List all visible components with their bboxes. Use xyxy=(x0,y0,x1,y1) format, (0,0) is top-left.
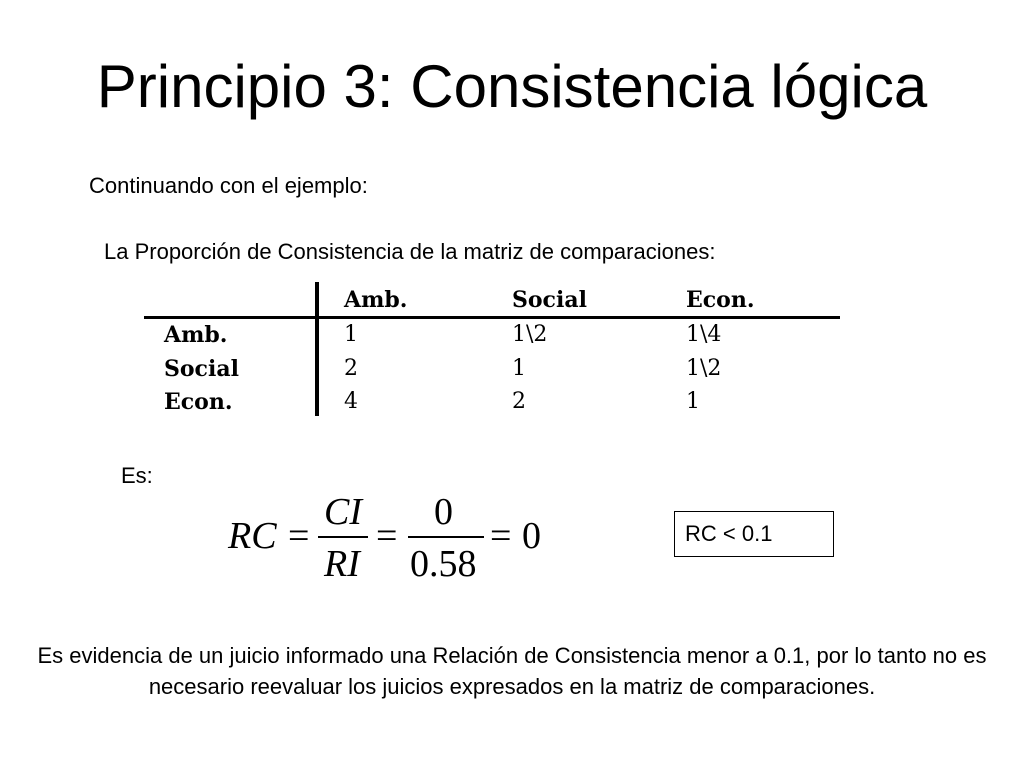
matrix-col-header: Amb. xyxy=(344,287,408,313)
slide-title: Principio 3: Consistencia lógica xyxy=(96,53,928,120)
formula-lhs: RC xyxy=(228,515,277,557)
matrix-row-label: Econ. xyxy=(164,389,233,415)
formula-numerator-ci: CI xyxy=(324,491,362,533)
matrix-cell: 4 xyxy=(344,389,358,414)
matrix-cell: 1 xyxy=(512,356,526,381)
comparison-matrix xyxy=(144,282,840,416)
matrix-row-label: Amb. xyxy=(164,322,228,348)
formula-equals: = xyxy=(490,515,512,557)
matrix-cell: 1 xyxy=(344,322,358,347)
matrix-cell: 1 xyxy=(686,389,700,414)
formula-equals: = xyxy=(376,515,398,557)
formula-numerator-zero: 0 xyxy=(434,491,453,533)
matrix-col-header: Econ. xyxy=(686,287,755,313)
matrix-row-label: Social xyxy=(164,356,239,382)
matrix-cell: 2 xyxy=(512,389,526,414)
matrix-cell: 1\2 xyxy=(686,356,722,381)
matrix-caption: La Proporción de Consistencia de la matriz de comparaciones: xyxy=(104,239,716,264)
matrix-cell: 1\4 xyxy=(686,322,722,347)
fraction-bar xyxy=(408,536,484,538)
fraction-bar xyxy=(318,536,368,538)
formula-denominator-ri: RI xyxy=(324,543,360,585)
intro-text: Continuando con el ejemplo: xyxy=(89,173,368,198)
matrix-header-rule xyxy=(144,316,840,319)
matrix-col-header: Social xyxy=(512,287,587,313)
rc-formula xyxy=(222,488,562,588)
matrix-cell: 1\2 xyxy=(512,322,548,347)
es-label: Es: xyxy=(121,463,153,488)
conclusion-text: Es evidencia de un juicio informado una Relación de Consistencia menor a 0.1, por lo tanto no es necesario reevaluar los juicios expresados en la matriz de comparaciones. xyxy=(37,643,987,699)
matrix-cell: 2 xyxy=(344,356,358,381)
formula-denominator-value: 0.58 xyxy=(410,543,477,585)
rc-threshold-box: RC < 0.1 xyxy=(674,511,834,557)
matrix-vertical-rule xyxy=(315,282,319,416)
formula-equals: = xyxy=(288,515,310,557)
formula-result: 0 xyxy=(522,515,541,557)
